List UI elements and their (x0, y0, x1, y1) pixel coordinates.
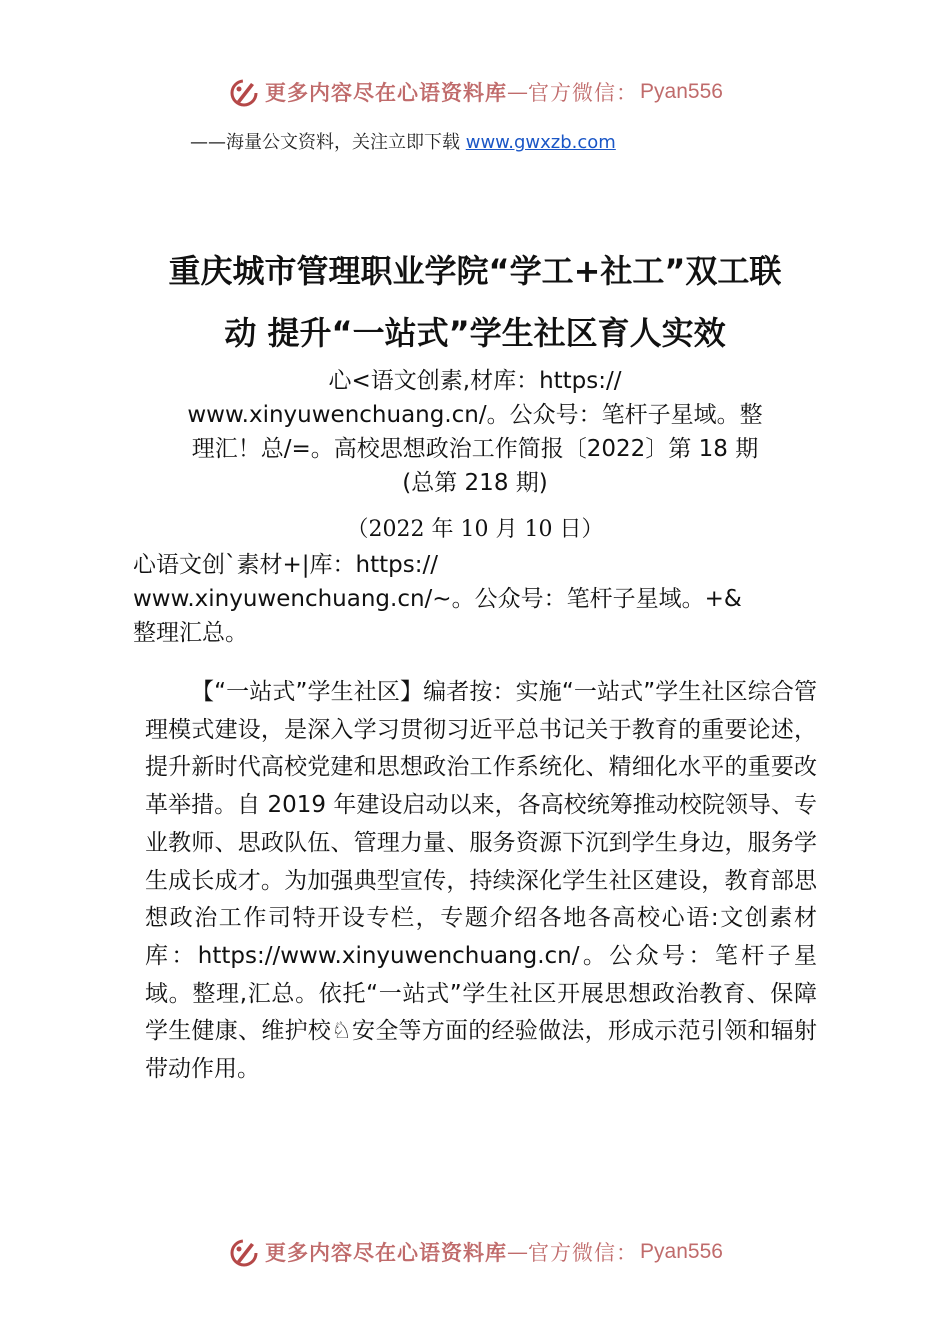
banner-separator: — (507, 80, 529, 104)
source-line-4: (总第 218 期) (402, 470, 548, 496)
footer-banner-separator: — (507, 1240, 529, 1264)
document-title (100, 240, 850, 364)
footer-banner-wechat-id: Pyan556 (640, 1240, 723, 1263)
publish-date: （2022 年 10 月 10 日） (346, 517, 604, 542)
footer-banner (0, 1232, 950, 1272)
note-line-2: www.xinyuwenchuang.cn/~。公众号：笔杆子星域。+& (133, 586, 742, 612)
banner-wechat-label: 官方微信： (528, 81, 639, 105)
title-line-2: 动 提升“一站式”学生社区育人实效 (224, 314, 726, 352)
source-line-1: 心<语文创素,材库：https:// (328, 368, 622, 394)
editor-note-paragraph: 【“一站式”学生社区】编者按：实施“一站式”学生社区综合管理模式建设，是深入学习贯彻习近平总书记关于教育的重要论述，提升新时代高校党建和思想政治工作系统化、精细化水平的重要改革举措。自 2019 年建设启动以来，各高校统筹推动校院领导、专业教师、思政队伍、管理力量、服务资源下沉到学生身边，服务学生成长成才。为加强典型宣传，持续深化学生社区建设，教育部思想政治工作司特开设专栏，专题介绍各地各高校心语:文创素材库：https://www.xinyuwenchuang.cn/。公众号：笔杆子星域。整理,汇总。依托“一站式”学生社区开展思想政治教育、保障学生健康、维护校♘安全等方面的经验做法，形成示范引领和辐射带动作用。 (145, 679, 817, 1083)
title-line-1: 重庆城市管理职业学院“学工+社工”双工联 (168, 252, 782, 290)
source-block (140, 364, 810, 500)
brush-logo-icon (227, 1235, 261, 1269)
download-subline (190, 128, 616, 154)
brush-logo-icon (227, 75, 261, 109)
note-line-1: 心语文创`素材+|库：https:// (133, 552, 438, 578)
header-banner (0, 72, 950, 112)
banner-text: 更多内容尽在心语资料库 (265, 80, 508, 105)
download-link[interactable]: www.gwxzb.com (465, 132, 616, 153)
banner-wechat-id: Pyan556 (640, 80, 723, 103)
note-block (133, 548, 823, 650)
footer-banner-wechat-label: 官方微信： (528, 1241, 639, 1265)
footer-banner-text: 更多内容尽在心语资料库 (265, 1240, 508, 1265)
source-line-3: 理汇！总/=。高校思想政治工作简报〔2022〕第 18 期 (191, 436, 759, 462)
subline-prefix: ——海量公文资料，关注立即下载 (190, 132, 460, 153)
source-line-2: www.xinyuwenchuang.cn/。公众号：笔杆子星域。整 (187, 402, 763, 428)
note-line-3: 整理汇总。 (133, 620, 248, 646)
